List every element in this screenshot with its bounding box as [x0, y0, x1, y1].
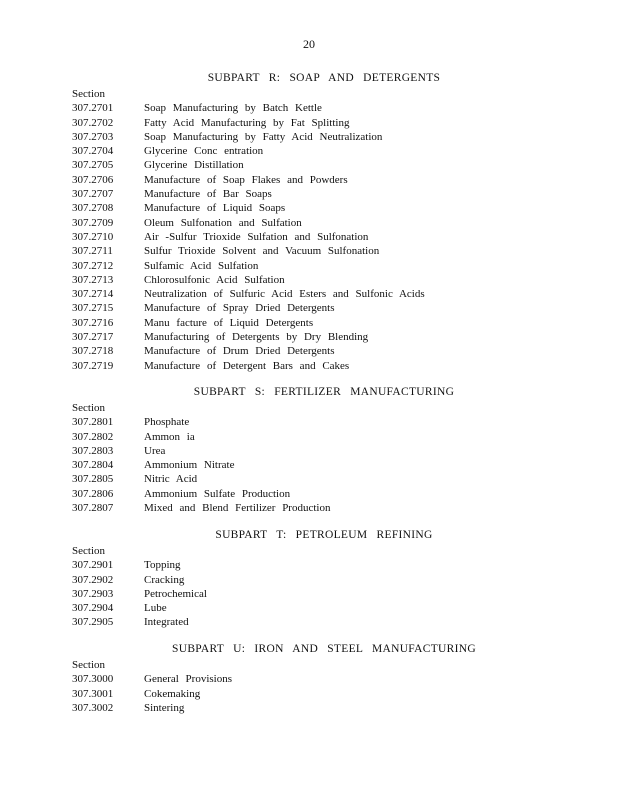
- section-title: Air -Sulfur Trioxide Sulfation and Sulfonation: [144, 230, 369, 243]
- section-number: 307.2711: [72, 245, 113, 258]
- section-number: 307.2719: [72, 359, 114, 372]
- section-title: Phosphate: [144, 416, 190, 429]
- section-title: Integrated: [144, 616, 189, 629]
- section-row: [72, 615, 552, 629]
- section-number: 307.2801: [72, 416, 114, 429]
- section-row: [72, 287, 552, 301]
- section-row: [72, 144, 552, 158]
- section-row: [72, 273, 552, 287]
- section-title: Urea: [144, 444, 166, 457]
- section-number: 307.2710: [72, 230, 114, 243]
- section-title: Oleum Sulfonation and Sulfation: [144, 216, 302, 229]
- section-title: Sulfur Trioxide Solvent and Vacuum Sulfonation: [144, 245, 380, 258]
- section-row: [72, 259, 552, 273]
- section-number: 307.2713: [72, 273, 114, 286]
- section-title: Sintering: [144, 701, 185, 714]
- section-number: 307.3000: [72, 673, 114, 686]
- section-number: 307.2716: [72, 316, 114, 329]
- section-number: 307.2806: [72, 487, 114, 500]
- section-number: 307.2802: [72, 430, 114, 443]
- section-row: [72, 130, 552, 144]
- section-title: Glycerine Conc entration: [144, 145, 264, 158]
- section-row: [72, 101, 552, 115]
- subpart-heading: SUBPART R: SOAP AND DETERGENTS: [207, 72, 441, 84]
- section-row: [72, 173, 552, 187]
- section-column-label: Section: [72, 659, 105, 671]
- section-number: 307.2805: [72, 473, 114, 486]
- section-row: [72, 430, 552, 444]
- section-number: 307.2803: [72, 444, 114, 457]
- section-title: Ammonium Nitrate: [144, 459, 235, 472]
- section-row: [72, 487, 552, 501]
- section-row: [72, 501, 552, 515]
- section-row: [72, 116, 552, 130]
- section-number: 307.2703: [72, 130, 114, 143]
- section-title: Manufacture of Bar Soaps: [144, 188, 272, 201]
- section-number: 307.2708: [72, 202, 114, 215]
- section-row: [72, 301, 552, 315]
- section-title: Manufacture of Detergent Bars and Cakes: [144, 359, 350, 372]
- section-title: Lube: [144, 602, 167, 615]
- section-number: 307.2901: [72, 559, 114, 572]
- section-title: Petrochemical: [144, 587, 207, 600]
- section-row: [72, 672, 552, 686]
- section-title: Nitric Acid: [144, 473, 198, 486]
- section-number: 307.2705: [72, 159, 114, 172]
- section-number: 307.3001: [72, 687, 114, 700]
- section-number: 307.2717: [72, 331, 114, 344]
- section-row: [72, 701, 552, 715]
- section-title: Sulfamic Acid Sulfation: [144, 259, 259, 272]
- section-title: Chlorosulfonic Acid Sulfation: [144, 273, 285, 286]
- section-number: 307.2707: [72, 188, 114, 201]
- section-number: 307.2718: [72, 345, 114, 358]
- subpart-t: [72, 530, 552, 630]
- section-number: 307.2804: [72, 459, 114, 472]
- section-number: 307.2807: [72, 502, 114, 515]
- section-column-label: Section: [72, 545, 105, 557]
- section-row: [72, 415, 552, 429]
- section-column-label: Section: [72, 402, 105, 414]
- section-row: [72, 330, 552, 344]
- section-title: Soap Manufacturing by Fatty Acid Neutralization: [144, 130, 383, 143]
- section-row: [72, 444, 552, 458]
- section-column-label: Section: [72, 88, 105, 100]
- section-row: [72, 472, 552, 486]
- section-row: [72, 558, 552, 572]
- section-row: [72, 216, 552, 230]
- section-title: Ammonium Sulfate Production: [144, 487, 291, 500]
- section-row: [72, 458, 552, 472]
- section-title: Manufacture of Drum Dried Detergents: [144, 345, 335, 358]
- subpart-u: [72, 644, 552, 715]
- section-row: [72, 187, 552, 201]
- section-row: [72, 201, 552, 215]
- section-row: [72, 344, 552, 358]
- section-number: 307.2715: [72, 302, 114, 315]
- section-title: Manu facture of Liquid Detergents: [144, 316, 314, 329]
- section-title: Fatty Acid Manufacturing by Fat Splitting: [144, 116, 350, 129]
- section-number: 307.3002: [72, 701, 114, 714]
- section-title: General Provisions: [144, 673, 233, 686]
- subpart-r: [72, 73, 552, 373]
- section-title: Glycerine Distillation: [144, 159, 244, 172]
- section-number: 307.2903: [72, 587, 114, 600]
- section-number: 307.2902: [72, 573, 114, 586]
- section-number: 307.2904: [72, 602, 114, 615]
- section-number: 307.2905: [72, 616, 114, 629]
- subpart-heading: SUBPART S: FERTILIZER MANUFACTURING: [193, 386, 455, 398]
- section-title: Manufacture of Liquid Soaps: [144, 202, 286, 215]
- section-title: Mixed and Blend Fertilizer Production: [144, 502, 331, 515]
- section-title: Manufacture of Soap Flakes and Powders: [144, 173, 348, 186]
- section-row: [72, 316, 552, 330]
- section-number: 307.2714: [72, 288, 114, 301]
- page-number: 20: [303, 37, 315, 51]
- section-row: [72, 158, 552, 172]
- section-row: [72, 587, 552, 601]
- section-number: 307.2706: [72, 173, 114, 186]
- section-row: [72, 601, 552, 615]
- section-number: 307.2701: [72, 102, 114, 115]
- section-number: 307.2704: [72, 145, 114, 158]
- section-row: [72, 359, 552, 373]
- section-title: Soap Manufacturing by Batch Kettle: [144, 102, 322, 115]
- section-title: Manufacture of Spray Dried Detergents: [144, 302, 335, 315]
- section-title: Ammon ia: [144, 430, 195, 443]
- section-row: [72, 573, 552, 587]
- section-title: Manufacturing of Detergents by Dry Blending: [144, 331, 369, 344]
- section-row: [72, 687, 552, 701]
- section-row: [72, 230, 552, 244]
- section-title: Neutralization of Sulfuric Acid Esters and Sulfonic Acids: [144, 288, 425, 301]
- section-title: Topping: [144, 559, 181, 572]
- section-title: Cokemaking: [144, 687, 201, 700]
- section-number: 307.2702: [72, 116, 114, 129]
- subpart-heading: SUBPART U: IRON AND STEEL MANUFACTURING: [172, 643, 476, 655]
- section-number: 307.2712: [72, 259, 114, 272]
- subpart-heading: SUBPART T: PETROLEUM REFINING: [215, 529, 433, 541]
- section-number: 307.2709: [72, 216, 114, 229]
- subpart-s: [72, 387, 552, 515]
- section-row: [72, 244, 552, 258]
- section-title: Cracking: [144, 573, 185, 586]
